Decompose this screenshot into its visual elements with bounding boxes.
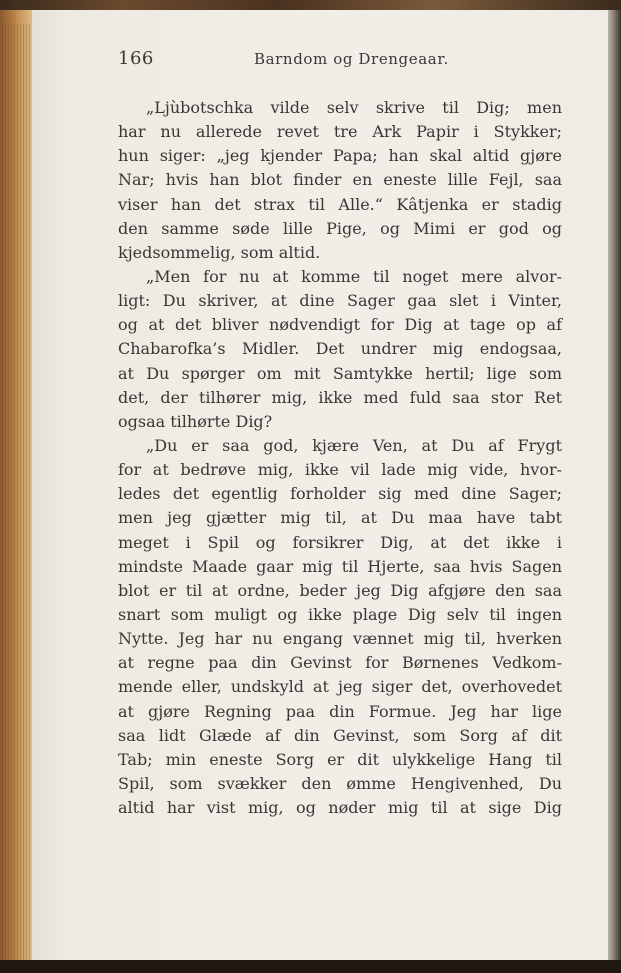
text-line: altid har vist mig, og nøder mig til at sige Dig (118, 798, 562, 818)
page-stack-edges (2, 24, 32, 968)
page-number: 166 (118, 48, 154, 69)
body-text (118, 96, 562, 820)
running-head: Barndom og Drengeaar. (254, 50, 449, 68)
text-line: Nytte. Jeg har nu engang vænnet mig til, hverken (118, 629, 562, 649)
text-line: Tab; min eneste Sorg er dit ulykkelige Hang til (118, 749, 562, 769)
text-line: at gjøre Regning paa din Formue. Jeg har lige (118, 701, 562, 721)
text-line: mende eller, undskyld at jeg siger det, overhovedet (118, 677, 562, 697)
text-line: Chabarofka’s Midler. Det undrer mig endogsaa, (118, 339, 562, 359)
text-line: ogsaa tilhørte Dig? (118, 411, 273, 431)
text-line: saa lidt Glæde af din Gevinst, som Sorg af dit (118, 725, 562, 745)
text-line: snart som muligt og ikke plage Dig selv til ingen (118, 604, 562, 624)
book-spine (0, 10, 34, 962)
text-line: det, der tilhører mig, ikke med fuld saa stor Ret (118, 387, 562, 407)
text-line: ligt: Du skriver, at dine Sager gaa slet i Vinter, (118, 291, 562, 311)
text-line: den samme søde lille Pige, og Mimi er god og (118, 218, 562, 238)
text-line: blot er til at ordne, beder jeg Dig afgjøre den saa (118, 580, 562, 600)
text-line: for at bedrøve mig, ikke vil lade mig vide, hvor- (118, 460, 562, 480)
text-line: kjedsommelig, som altid. (118, 242, 321, 262)
text-line: „Men for nu at komme til noget mere alvor- (146, 266, 562, 286)
text-line: meget i Spil og forsikrer Dig, at det ikke i (118, 532, 562, 552)
text-line: mindste Maade gaar mig til Hjerte, saa hvis Sagen (118, 556, 562, 576)
text-line: har nu allerede revet tre Ark Papir i Stykker; (118, 122, 562, 142)
text-line: hun siger: „jeg kjender Papa; han skal altid gjøre (118, 146, 562, 166)
text-line: Spil, som svækker den ømme Hengivenhed, Du (118, 773, 562, 793)
text-line: men jeg gjætter mig til, at Du maa have tabt (118, 508, 562, 528)
text-line: ledes det egentlig forholder sig med dine Sager; (118, 484, 562, 504)
text-line: Nar; hvis han blot finder en eneste lille Fejl, saa (118, 170, 562, 190)
text-line: at Du spørger om mit Samtykke hertil; lige som (118, 363, 562, 383)
right-page-edge (608, 10, 621, 962)
text-line: og at det bliver nødvendigt for Dig at tage op af (118, 315, 562, 335)
text-line: at regne paa din Gevinst for Børnenes Vedkom- (118, 653, 562, 673)
text-line: „Du er saa god, kjære Ven, at Du af Frygt (146, 435, 562, 455)
text-line: „Ljùbotschka vilde selv skrive til Dig; men (146, 98, 562, 117)
text-line: viser han det strax til Alle.“ Kâtjenka er stadig (118, 194, 562, 214)
page-header (118, 48, 558, 72)
bottom-edge (0, 960, 621, 973)
